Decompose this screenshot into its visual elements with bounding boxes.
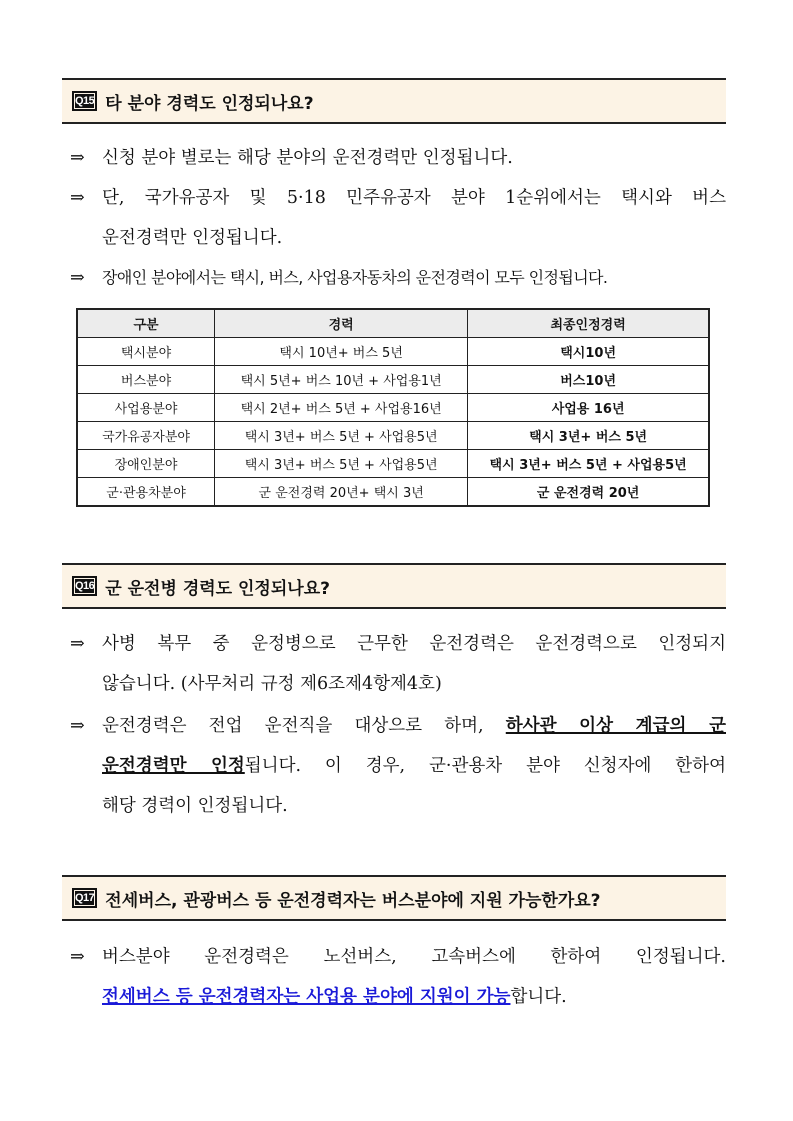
answer-text: 사병 복무 중 운정병으로 근무한 운전경력은 운전경력으로 인정되지 (102, 634, 726, 654)
answer-continuation (70, 977, 726, 1017)
column-header: 최종인정경력 (468, 309, 709, 338)
answer-bullet (70, 937, 726, 977)
arrow-icon: ⇒ (70, 716, 85, 736)
answer-bullet (70, 258, 726, 298)
table-row (77, 478, 709, 507)
table-row (77, 338, 709, 366)
table-row (77, 394, 709, 422)
table-cell: 장애인분야 (77, 450, 215, 478)
answer-continuation (70, 664, 726, 704)
answer-continuation (70, 746, 726, 786)
answer-text: 장애인 분야에서는 택시, 버스, 사업용자동차의 운전경력이 모두 인정됩니다. (102, 268, 608, 287)
arrow-icon: ⇒ (70, 188, 85, 208)
answer-text: 않습니다. (사무처리 규정 제6조제4항제4호) (102, 674, 442, 694)
question-badge: Q16 (72, 576, 97, 596)
table-cell: 택시 3년+ 버스 5년 + 사업용5년 (468, 450, 709, 478)
emphasis-text: 운전경력만 인정 (102, 756, 245, 776)
emphasis-text: 하사관 이상 계급의 군 (505, 716, 726, 736)
table-row (77, 366, 709, 394)
question-header-q17 (62, 875, 726, 921)
table-cell: 택시 3년+ 버스 5년 (468, 422, 709, 450)
table-cell: 국가유공자분야 (77, 422, 215, 450)
arrow-icon: ⇒ (70, 268, 85, 288)
question-title: 전세버스, 관광버스 등 운전경력자는 버스분야에 지원 가능한가요? (105, 890, 601, 911)
table-cell: 버스분야 (77, 366, 215, 394)
emphasis-text: 전세버스 등 운전경력자는 사업용 분야에 지원이 가능 (102, 987, 511, 1007)
arrow-icon: ⇒ (70, 947, 85, 967)
question-badge: Q15 (72, 91, 97, 111)
answer-text: 해당 경력이 인정됩니다. (102, 796, 288, 816)
answer-bullet (70, 178, 726, 218)
table-cell: 버스10년 (468, 366, 709, 394)
table-cell: 군·관용차분야 (77, 478, 215, 507)
table-cell: 사업용분야 (77, 394, 215, 422)
answer-bullet (70, 624, 726, 664)
question-header-q15 (62, 78, 726, 124)
table-cell: 택시 10년+ 버스 5년 (215, 338, 468, 366)
question-title: 군 운전병 경력도 인정되나요? (105, 578, 330, 599)
answer-continuation (70, 218, 726, 258)
table-cell: 군 운전경력 20년+ 택시 3년 (215, 478, 468, 507)
answer-continuation (70, 786, 726, 826)
answer-bullet (70, 706, 726, 746)
answer-text: 됩니다. 이 경우, 군·관용차 분야 신청자에 한하여 (244, 756, 726, 776)
answer-text: 합니다. (510, 987, 567, 1007)
table-cell: 택시10년 (468, 338, 709, 366)
table-cell: 택시분야 (77, 338, 215, 366)
table-row (77, 450, 709, 478)
answer-text: 버스분야 운전경력은 노선버스, 고속버스에 한하여 인정됩니다. (102, 947, 726, 967)
column-header: 경력 (215, 309, 468, 338)
table-cell: 택시 3년+ 버스 5년 + 사업용5년 (215, 450, 468, 478)
table-header-row (77, 309, 709, 338)
question-badge: Q17 (72, 888, 97, 908)
arrow-icon: ⇒ (70, 634, 85, 654)
career-table (76, 308, 710, 507)
answer-bullet (70, 138, 726, 178)
answer-text: 신청 분야 별로는 해당 분야의 운전경력만 인정됩니다. (102, 148, 513, 168)
table-cell: 택시 5년+ 버스 10년 + 사업용1년 (215, 366, 468, 394)
answer-text: 단, 국가유공자 및 5·18 민주유공자 분야 1순위에서는 택시와 버스 (102, 188, 726, 208)
table-row (77, 422, 709, 450)
question-title: 타 분야 경력도 인정되나요? (105, 93, 314, 114)
table-cell: 택시 2년+ 버스 5년 + 사업용16년 (215, 394, 468, 422)
table-cell: 사업용 16년 (468, 394, 709, 422)
table-cell: 택시 3년+ 버스 5년 + 사업용5년 (215, 422, 468, 450)
arrow-icon: ⇒ (70, 148, 85, 168)
column-header: 구분 (77, 309, 215, 338)
answer-text: 운전경력만 인정됩니다. (102, 228, 283, 248)
answer-text: 운전경력은 전업 운전직을 대상으로 하며, (102, 716, 506, 736)
question-header-q16 (62, 563, 726, 609)
table-cell: 군 운전경력 20년 (468, 478, 709, 507)
